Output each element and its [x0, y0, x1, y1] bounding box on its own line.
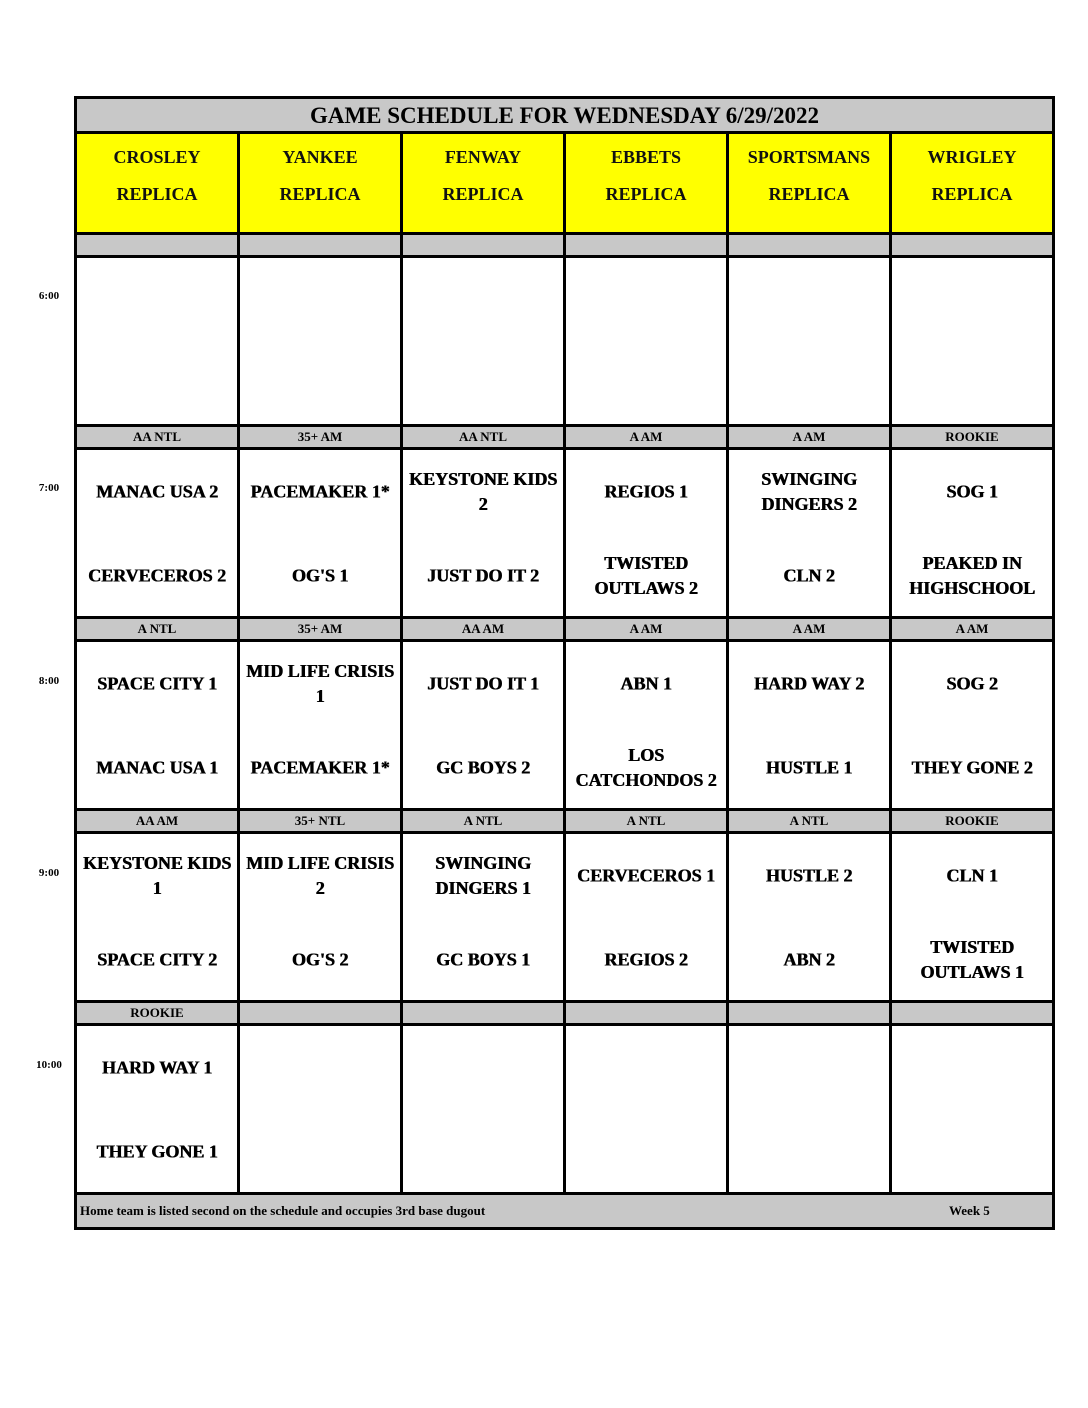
division-label — [566, 1003, 729, 1023]
field-header — [77, 134, 240, 232]
time-label-7: 7:00 — [38, 482, 60, 494]
schedule-table — [74, 96, 1055, 1230]
home-team: JUST DO IT 2 — [427, 565, 539, 586]
division-label — [729, 1003, 892, 1023]
game-cell — [77, 642, 240, 808]
slots-container — [77, 235, 1052, 1195]
home-team: GC BOYS 2 — [435, 757, 531, 778]
field-header-row — [77, 134, 1052, 235]
game-cell — [403, 1026, 566, 1192]
division-label: AA AM — [77, 811, 240, 831]
field-name: FENWAY — [444, 147, 522, 167]
field-subtitle: REPLICA — [768, 184, 850, 204]
visiting-team: REGIOS 1 — [604, 481, 688, 502]
division-label: A AM — [566, 427, 729, 447]
home-team: HUSTLE 1 — [765, 757, 853, 778]
week-label: Week 5 — [949, 1203, 990, 1218]
home-team: GC BOYS 1 — [435, 949, 531, 970]
division-label: 35+ NTL — [240, 811, 403, 831]
division-label: ROOKIE — [945, 429, 999, 444]
visiting-team: SWINGING DINGERS 1 — [434, 853, 532, 898]
game-cell — [892, 450, 1052, 616]
visiting-team: PACEMAKER 1* — [250, 481, 390, 502]
visiting-team: HARD WAY 2 — [753, 673, 865, 694]
division-label-row — [77, 427, 1052, 450]
division-label: AA NTL — [403, 427, 566, 447]
field-subtitle: REPLICA — [279, 184, 361, 204]
game-cell — [729, 834, 892, 1000]
home-team: SPACE CITY 2 — [96, 949, 217, 970]
game-cell — [566, 642, 729, 808]
field-header — [729, 134, 892, 232]
game-cell — [240, 834, 403, 1000]
home-team: TWISTED OUTLAWS 2 — [594, 553, 698, 598]
game-cell — [240, 642, 403, 808]
division-label-row — [77, 811, 1052, 834]
visiting-team: SOG 1 — [946, 481, 998, 502]
division-label: 35+ AM — [240, 619, 403, 639]
visiting-team: SOG 2 — [946, 673, 998, 694]
division-label — [403, 235, 566, 255]
visiting-team: MANAC USA 2 — [95, 481, 218, 502]
game-cell — [566, 258, 729, 424]
game-cell — [566, 834, 729, 1000]
home-team: ABN 2 — [783, 949, 835, 970]
home-team: PACEMAKER 1* — [250, 757, 390, 778]
time-label-6: 6:00 — [38, 290, 60, 302]
home-team: OG'S 2 — [291, 949, 349, 970]
game-cell — [729, 258, 892, 424]
division-label — [892, 1003, 1052, 1023]
visiting-team: HARD WAY 1 — [101, 1057, 213, 1078]
game-cell — [566, 450, 729, 616]
game-cell — [403, 258, 566, 424]
field-subtitle: REPLICA — [931, 184, 1013, 204]
game-cell — [892, 834, 1052, 1000]
division-label — [566, 235, 729, 255]
division-label: A AM — [729, 427, 892, 447]
field-header — [240, 134, 403, 232]
division-label — [240, 235, 403, 255]
home-team: THEY GONE 1 — [96, 1141, 218, 1162]
time-label-10: 10:00 — [36, 1059, 62, 1071]
home-team: LOS CATCHONDOS 2 — [575, 745, 717, 790]
footer-note: Home team is listed second on the schedule and occupies 3rd base dugout — [80, 1203, 486, 1218]
division-label: ROOKIE — [77, 1003, 240, 1023]
time-label-8: 8:00 — [38, 675, 60, 687]
footer — [77, 1195, 1052, 1227]
field-header — [566, 134, 729, 232]
time-label-9: 9:00 — [38, 867, 60, 879]
home-team: OG'S 1 — [291, 565, 349, 586]
division-label: 35+ AM — [240, 427, 403, 447]
division-label — [892, 235, 1052, 255]
division-label — [729, 235, 892, 255]
visiting-team: CLN 1 — [946, 865, 998, 886]
division-label-row — [77, 619, 1052, 642]
division-label: A AM — [729, 619, 892, 639]
division-label: AA NTL — [77, 427, 240, 447]
game-cell — [729, 450, 892, 616]
division-label: A AM — [955, 621, 989, 636]
home-team: CERVECEROS 2 — [88, 565, 226, 586]
game-cell — [729, 642, 892, 808]
field-header — [892, 134, 1052, 232]
visiting-team: CERVECEROS 1 — [577, 865, 715, 886]
division-label-row — [77, 1003, 1052, 1026]
game-cell — [403, 834, 566, 1000]
field-name: YANKEE — [282, 147, 358, 167]
game-row — [77, 642, 1052, 811]
game-cell — [403, 450, 566, 616]
field-subtitle: REPLICA — [605, 184, 687, 204]
home-team: PEAKED IN HIGHSCHOOL — [908, 553, 1036, 598]
game-cell — [892, 1026, 1052, 1192]
visiting-team: SWINGING DINGERS 2 — [760, 469, 858, 514]
game-cell — [729, 1026, 892, 1192]
game-cell — [77, 258, 240, 424]
schedule-title: GAME SCHEDULE FOR WEDNESDAY 6/29/2022 — [77, 99, 1052, 134]
division-label: A NTL — [729, 811, 892, 831]
game-cell — [566, 1026, 729, 1192]
game-row — [77, 1026, 1052, 1195]
field-name: SPORTSMANS — [747, 147, 871, 167]
division-label: A NTL — [566, 811, 729, 831]
game-cell — [240, 1026, 403, 1192]
division-label: ROOKIE — [945, 813, 999, 828]
field-subtitle: REPLICA — [116, 184, 198, 204]
field-name: EBBETS — [610, 147, 682, 167]
game-cell — [240, 258, 403, 424]
visiting-team: MID LIFE CRISIS 1 — [245, 661, 395, 706]
game-row — [77, 834, 1052, 1003]
home-team: MANAC USA 1 — [95, 757, 218, 778]
division-label — [77, 235, 240, 255]
home-team: CLN 2 — [783, 565, 835, 586]
division-label — [240, 1003, 403, 1023]
visiting-team: ABN 1 — [620, 673, 672, 694]
division-label: A NTL — [77, 619, 240, 639]
game-cell — [77, 834, 240, 1000]
home-team: THEY GONE 2 — [911, 757, 1033, 778]
division-label: AA AM — [403, 619, 566, 639]
game-cell — [77, 450, 240, 616]
game-row — [77, 258, 1052, 427]
visiting-team: JUST DO IT 1 — [427, 673, 539, 694]
division-label-row — [77, 235, 1052, 258]
division-label: A NTL — [403, 811, 566, 831]
visiting-team: MID LIFE CRISIS 2 — [245, 853, 395, 898]
game-cell — [403, 642, 566, 808]
game-cell — [892, 642, 1052, 808]
game-cell — [77, 1026, 240, 1192]
field-name: WRIGLEY — [927, 147, 1017, 167]
game-row — [77, 450, 1052, 619]
game-cell — [240, 450, 403, 616]
division-label — [403, 1003, 566, 1023]
visiting-team: KEYSTONE KIDS 2 — [408, 469, 558, 514]
home-team: REGIOS 2 — [604, 949, 688, 970]
home-team: TWISTED OUTLAWS 1 — [920, 937, 1024, 982]
visiting-team: KEYSTONE KIDS 1 — [82, 853, 232, 898]
field-header — [403, 134, 566, 232]
field-subtitle: REPLICA — [442, 184, 524, 204]
field-name: CROSLEY — [113, 147, 201, 167]
game-cell — [892, 258, 1052, 424]
division-label: A AM — [566, 619, 729, 639]
visiting-team: HUSTLE 2 — [765, 865, 853, 886]
visiting-team: SPACE CITY 1 — [96, 673, 217, 694]
